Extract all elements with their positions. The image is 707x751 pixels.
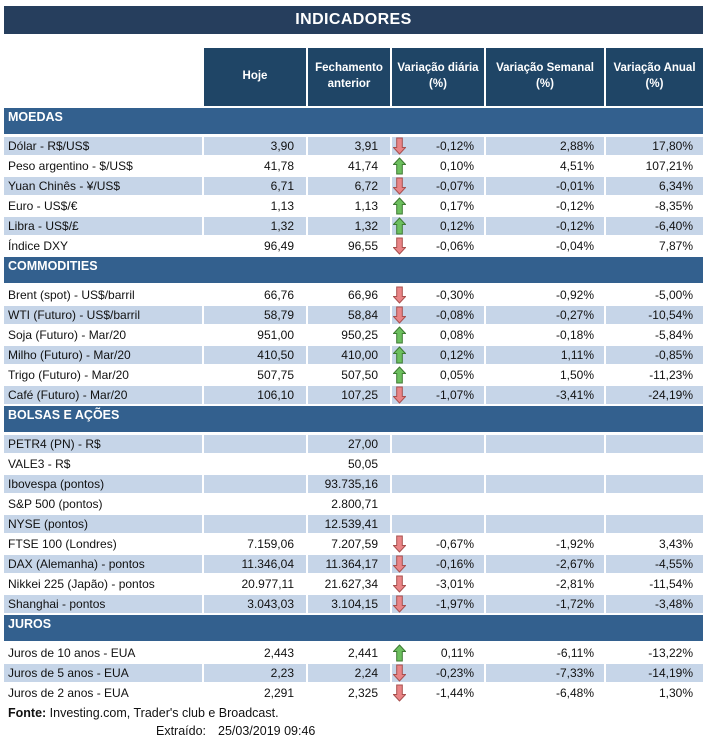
cell-previous-close: 41,74 xyxy=(347,159,378,173)
cell-weekly-variation: -0,18% xyxy=(555,328,594,342)
column-header-today: Hoje xyxy=(204,48,306,106)
up-arrow-icon xyxy=(393,645,406,662)
down-arrow-icon xyxy=(393,685,406,702)
extracted-line xyxy=(4,722,703,740)
cell-weekly-variation: -2,67% xyxy=(486,555,604,573)
column-header-annual: Variação Anual (%) xyxy=(606,48,703,106)
cell-previous-close: 3,91 xyxy=(308,137,390,155)
row-label: Juros de 5 anos - EUA xyxy=(4,664,202,682)
table-row xyxy=(4,664,703,682)
section-rows xyxy=(4,137,703,255)
cell-daily-variation: -3,01% xyxy=(392,575,484,593)
cell-daily-variation: 0,10% xyxy=(392,157,484,175)
cell-previous-close: 12.539,41 xyxy=(308,515,390,533)
cell-annual-variation: -14,19% xyxy=(606,664,703,682)
table-row xyxy=(4,137,703,155)
source-text: Investing.com, Trader's club e Broadcast. xyxy=(49,706,279,720)
cell-today: 1,32 xyxy=(204,217,306,235)
cell-today: 66,76 xyxy=(263,288,294,302)
row-label: Café (Futuro) - Mar/20 xyxy=(4,386,202,404)
row-label: Juros de 10 anos - EUA xyxy=(8,646,136,660)
cell-today: 951,00 xyxy=(257,328,294,342)
up-arrow-icon xyxy=(393,367,406,384)
cell-daily-variation: -0,08% xyxy=(392,306,484,324)
cell-today xyxy=(204,435,306,453)
row-label: S&P 500 (pontos) xyxy=(8,497,103,511)
cell-daily-variation: 0,08% xyxy=(392,326,484,344)
section-header-bolsas-e-a-es: BOLSAS E AÇÕES xyxy=(4,406,703,432)
section-header-commodities: COMMODITIES xyxy=(4,257,703,283)
cell-annual-variation: -24,19% xyxy=(606,386,703,404)
column-header-previous: Fechamento anterior xyxy=(308,48,390,106)
table-row xyxy=(4,555,703,573)
cell-today: 6,71 xyxy=(204,177,306,195)
cell-annual-variation xyxy=(606,515,703,533)
cell-weekly-variation: -0,04% xyxy=(555,239,594,253)
cell-annual-variation: -3,48% xyxy=(606,595,703,613)
cell-previous-close: 66,96 xyxy=(347,288,378,302)
report-footer xyxy=(4,704,703,740)
cell-previous-close: 107,25 xyxy=(308,386,390,404)
cell-today: 96,49 xyxy=(263,239,294,253)
cell-annual-variation xyxy=(606,435,703,453)
down-arrow-icon xyxy=(393,307,406,324)
table-row xyxy=(4,177,703,195)
row-label: Yuan Chinês - ¥/US$ xyxy=(4,177,202,195)
row-label: Índice DXY xyxy=(8,239,69,253)
cell-daily-variation: -1,97% xyxy=(392,595,484,613)
section-header-moedas: MOEDAS xyxy=(4,108,703,134)
cell-today xyxy=(204,495,306,513)
up-arrow-icon xyxy=(393,218,406,235)
page-title: INDICADORES xyxy=(4,6,703,34)
column-header-daily: Variação diária (%) xyxy=(392,48,484,106)
cell-previous-close: 2,325 xyxy=(347,686,378,700)
cell-daily-variation: -0,16% xyxy=(392,555,484,573)
cell-weekly-variation: -1,92% xyxy=(555,537,594,551)
cell-weekly-variation: -3,41% xyxy=(486,386,604,404)
cell-daily-variation: -1,44% xyxy=(392,684,484,702)
cell-daily-variation xyxy=(392,515,484,533)
down-arrow-icon xyxy=(393,178,406,195)
down-arrow-icon xyxy=(393,576,406,593)
table-row xyxy=(4,197,703,215)
cell-today: 1,13 xyxy=(270,199,294,213)
cell-daily-variation: -0,12% xyxy=(392,137,484,155)
cell-weekly-variation: -0,12% xyxy=(486,217,604,235)
cell-annual-variation: -11,23% xyxy=(649,368,693,382)
table-row xyxy=(4,495,703,513)
table-row xyxy=(4,366,703,384)
row-label: Juros de 2 anos - EUA xyxy=(8,686,129,700)
row-label: Nikkei 225 (Japão) - pontos xyxy=(8,577,155,591)
cell-weekly-variation: 1,11% xyxy=(486,346,604,364)
table-row xyxy=(4,286,703,304)
cell-today xyxy=(204,515,306,533)
column-header-weekly: Variação Semanal (%) xyxy=(486,48,604,106)
cell-daily-variation xyxy=(392,435,484,453)
cell-previous-close: 50,05 xyxy=(347,457,378,471)
cell-today: 20.977,11 xyxy=(241,577,294,591)
cell-daily-variation: -0,30% xyxy=(392,286,484,304)
cell-daily-variation: 0,11% xyxy=(392,644,484,662)
cell-daily-variation xyxy=(392,495,484,513)
table-row xyxy=(4,535,703,553)
cell-annual-variation: 7,87% xyxy=(658,239,693,253)
down-arrow-icon xyxy=(393,536,406,553)
section-rows xyxy=(4,435,703,613)
cell-annual-variation: -10,54% xyxy=(606,306,703,324)
cell-annual-variation: -6,40% xyxy=(606,217,703,235)
cell-today: 58,79 xyxy=(204,306,306,324)
cell-annual-variation: 3,43% xyxy=(658,537,693,551)
table-row xyxy=(4,455,703,473)
cell-weekly-variation: -6,11% xyxy=(556,646,594,660)
cell-today: 3.043,03 xyxy=(204,595,306,613)
row-label: PETR4 (PN) - R$ xyxy=(4,435,202,453)
extracted-label: Extraído: xyxy=(156,724,207,738)
row-label: Soja (Futuro) - Mar/20 xyxy=(8,328,127,342)
section-rows xyxy=(4,644,703,702)
row-label: Shanghai - pontos xyxy=(4,595,202,613)
row-label: Trigo (Futuro) - Mar/20 xyxy=(8,368,129,382)
source-line xyxy=(4,704,703,722)
table-row xyxy=(4,217,703,235)
cell-previous-close: 58,84 xyxy=(308,306,390,324)
cell-previous-close: 1,13 xyxy=(354,199,378,213)
row-label: Libra - US$/£ xyxy=(4,217,202,235)
table-row xyxy=(4,386,703,404)
row-label: Euro - US$/€ xyxy=(8,199,78,213)
up-arrow-icon xyxy=(393,347,406,364)
cell-weekly-variation: -0,12% xyxy=(555,199,594,213)
table-row xyxy=(4,475,703,493)
row-label: FTSE 100 (Londres) xyxy=(8,537,117,551)
cell-daily-variation: -0,23% xyxy=(392,664,484,682)
down-arrow-icon xyxy=(393,287,406,304)
extracted-value: 25/03/2019 09:46 xyxy=(218,724,316,738)
cell-previous-close: 410,00 xyxy=(308,346,390,364)
cell-weekly-variation: 2,88% xyxy=(486,137,604,155)
indicators-report xyxy=(4,6,703,740)
cell-previous-close: 7.207,59 xyxy=(331,537,378,551)
cell-previous-close: 1,32 xyxy=(308,217,390,235)
cell-annual-variation: 1,30% xyxy=(658,686,693,700)
cell-previous-close: 3.104,15 xyxy=(308,595,390,613)
cell-daily-variation: 0,05% xyxy=(392,366,484,384)
row-label: NYSE (pontos) xyxy=(4,515,202,533)
down-arrow-icon xyxy=(393,387,406,404)
table-row xyxy=(4,575,703,593)
table-header xyxy=(4,48,703,106)
cell-previous-close: 21.627,34 xyxy=(324,577,378,591)
row-label: Dólar - R$/US$ xyxy=(4,137,202,155)
table-row xyxy=(4,306,703,324)
cell-weekly-variation xyxy=(486,495,604,513)
cell-today: 2,291 xyxy=(263,686,294,700)
cell-weekly-variation: -1,72% xyxy=(486,595,604,613)
up-arrow-icon xyxy=(393,327,406,344)
cell-previous-close: 507,50 xyxy=(341,368,378,382)
cell-annual-variation: -4,55% xyxy=(606,555,703,573)
cell-annual-variation: -8,35% xyxy=(654,199,693,213)
cell-annual-variation xyxy=(606,455,703,473)
cell-previous-close: 2,441 xyxy=(347,646,378,660)
row-label: VALE3 - R$ xyxy=(8,457,71,471)
down-arrow-icon xyxy=(393,138,406,155)
row-label: DAX (Alemanha) - pontos xyxy=(4,555,202,573)
cell-annual-variation: -5,84% xyxy=(654,328,693,342)
cell-daily-variation: -0,06% xyxy=(392,237,484,255)
cell-annual-variation: 6,34% xyxy=(606,177,703,195)
source-label: Fonte: xyxy=(8,706,47,720)
cell-today: 11.346,04 xyxy=(204,555,306,573)
table-row xyxy=(4,157,703,175)
cell-annual-variation: -11,54% xyxy=(649,577,693,591)
cell-weekly-variation xyxy=(486,435,604,453)
table-row xyxy=(4,435,703,453)
row-label: Peso argentino - $/US$ xyxy=(8,159,133,173)
cell-weekly-variation: -7,33% xyxy=(486,664,604,682)
cell-weekly-variation: 4,51% xyxy=(559,159,594,173)
table-row xyxy=(4,595,703,613)
cell-daily-variation: -1,07% xyxy=(392,386,484,404)
row-label: Brent (spot) - US$/barril xyxy=(8,288,135,302)
cell-daily-variation xyxy=(392,455,484,473)
cell-weekly-variation: -6,48% xyxy=(555,686,594,700)
cell-annual-variation: -5,00% xyxy=(654,288,693,302)
cell-daily-variation: 0,17% xyxy=(392,197,484,215)
section-header-juros: JUROS xyxy=(4,615,703,641)
cell-annual-variation: -13,22% xyxy=(648,646,693,660)
cell-today xyxy=(204,455,306,473)
cell-daily-variation: -0,07% xyxy=(392,177,484,195)
cell-today: 3,90 xyxy=(204,137,306,155)
cell-today: 507,75 xyxy=(257,368,294,382)
table-body xyxy=(4,108,703,702)
cell-daily-variation: 0,12% xyxy=(392,217,484,235)
table-row xyxy=(4,346,703,364)
cell-weekly-variation xyxy=(486,475,604,493)
cell-daily-variation: -0,67% xyxy=(392,535,484,553)
cell-today: 2,443 xyxy=(263,646,294,660)
cell-annual-variation: -0,85% xyxy=(606,346,703,364)
up-arrow-icon xyxy=(393,198,406,215)
table-row xyxy=(4,326,703,344)
cell-weekly-variation: -2,81% xyxy=(555,577,594,591)
cell-previous-close: 11.364,17 xyxy=(308,555,390,573)
cell-daily-variation: 0,12% xyxy=(392,346,484,364)
cell-annual-variation: 17,80% xyxy=(606,137,703,155)
cell-previous-close: 2.800,71 xyxy=(331,497,378,511)
cell-previous-close: 6,72 xyxy=(308,177,390,195)
table-row xyxy=(4,644,703,662)
cell-previous-close: 27,00 xyxy=(308,435,390,453)
cell-annual-variation xyxy=(606,495,703,513)
table-row xyxy=(4,684,703,702)
cell-today: 7.159,06 xyxy=(247,537,294,551)
down-arrow-icon xyxy=(393,556,406,573)
section-rows xyxy=(4,286,703,404)
cell-previous-close: 96,55 xyxy=(347,239,378,253)
cell-weekly-variation xyxy=(486,455,604,473)
cell-weekly-variation: -0,01% xyxy=(486,177,604,195)
cell-today xyxy=(204,475,306,493)
cell-daily-variation xyxy=(392,475,484,493)
row-label: Milho (Futuro) - Mar/20 xyxy=(4,346,202,364)
cell-weekly-variation xyxy=(486,515,604,533)
cell-weekly-variation: -0,92% xyxy=(555,288,594,302)
cell-today: 410,50 xyxy=(204,346,306,364)
cell-today: 2,23 xyxy=(204,664,306,682)
header-label-spacer xyxy=(4,48,202,106)
cell-weekly-variation: -0,27% xyxy=(486,306,604,324)
table-row xyxy=(4,237,703,255)
cell-weekly-variation: 1,50% xyxy=(559,368,594,382)
cell-previous-close: 93.735,16 xyxy=(308,475,390,493)
table-row xyxy=(4,515,703,533)
up-arrow-icon xyxy=(393,158,406,175)
cell-annual-variation xyxy=(606,475,703,493)
down-arrow-icon xyxy=(393,596,406,613)
cell-today: 41,78 xyxy=(263,159,294,173)
cell-previous-close: 950,25 xyxy=(341,328,378,342)
cell-previous-close: 2,24 xyxy=(308,664,390,682)
cell-today: 106,10 xyxy=(204,386,306,404)
down-arrow-icon xyxy=(393,665,406,682)
cell-annual-variation: 107,21% xyxy=(645,159,693,173)
row-label: WTI (Futuro) - US$/barril xyxy=(4,306,202,324)
down-arrow-icon xyxy=(393,238,406,255)
row-label: Ibovespa (pontos) xyxy=(4,475,202,493)
